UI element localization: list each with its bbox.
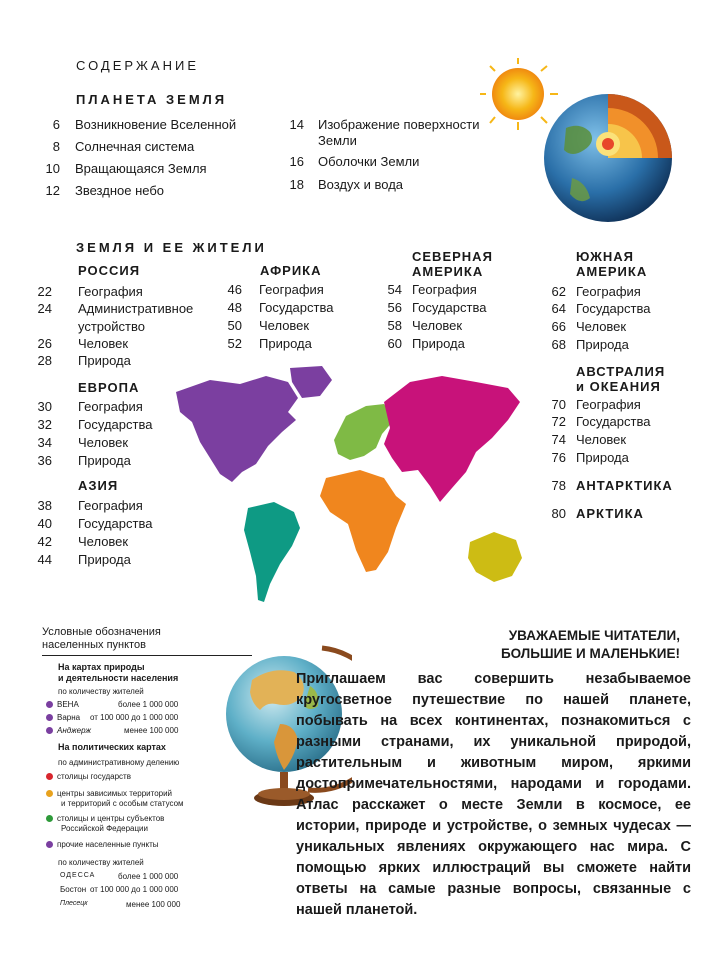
page-number: 10: [45, 161, 60, 176]
legend-value: более 1 000 000: [118, 872, 179, 881]
entry-title-continued: Земли: [318, 133, 357, 148]
legend-political-heading: На политических картах: [58, 742, 166, 752]
region-name-line1: ЮЖНАЯ: [576, 249, 634, 264]
page-number: 80: [551, 506, 566, 521]
legend-sample-name: ВЕНА: [57, 700, 79, 709]
legend-value: от 100 000 до 1 000 000: [90, 885, 179, 894]
entry-title: Оболочки Земли: [318, 154, 420, 169]
legend-heading-line2: и деятельности населения: [58, 673, 179, 683]
entry-title: АРКТИКА: [576, 506, 644, 521]
federal-subject-dot-icon: [46, 815, 53, 822]
page-number: 48: [227, 300, 242, 315]
page-number: 16: [289, 154, 304, 169]
entry-title: География: [259, 282, 324, 297]
page-number: 62: [551, 284, 566, 299]
toc-heading: СОДЕРЖАНИЕ: [76, 58, 200, 73]
entry-title: География: [412, 282, 477, 297]
legend-heading-line1: На картах природы: [58, 662, 145, 672]
entry-title: Природа: [412, 336, 465, 351]
legend-row: [46, 726, 179, 735]
region-asia: АЗИЯ: [78, 478, 119, 493]
legend-text-continued: и территорий с особым статусом: [61, 799, 184, 808]
continent-africa: [320, 470, 406, 572]
city-dot-icon: [46, 714, 53, 721]
page-number: 24: [37, 301, 52, 316]
continent-europe: [334, 404, 394, 460]
legend-row: [60, 872, 179, 881]
page-number: 46: [227, 282, 242, 297]
region-australia: [576, 364, 665, 394]
legend-row: [60, 885, 179, 894]
entry-title: Природа: [78, 552, 131, 567]
page-number: 68: [551, 337, 566, 352]
entry-title: Государства: [412, 300, 487, 315]
legend-sample-name: Бостон: [60, 885, 87, 894]
territory-center-dot-icon: [46, 790, 53, 797]
page-number: 42: [37, 534, 52, 549]
entry-title: Человек: [576, 319, 627, 334]
page-number: 12: [45, 183, 60, 198]
legend-row: [46, 772, 131, 781]
entry-title: Природа: [576, 450, 629, 465]
legend-text: столицы и центры субъектов: [57, 814, 165, 823]
entry-title: Природа: [78, 353, 131, 368]
page-number: 32: [37, 417, 52, 432]
page-number: 64: [551, 301, 566, 316]
entry-title: Воздух и вода: [318, 177, 404, 192]
page-number: 18: [289, 177, 304, 192]
sun-icon: [480, 58, 558, 130]
letter-title-line1: УВАЖАЕМЫЕ ЧИТАТЕЛИ,: [508, 628, 680, 643]
page-number: 76: [551, 450, 566, 465]
legend-text-continued: Российской Федерации: [61, 824, 148, 833]
legend-row: [46, 814, 164, 834]
legend-sample-name: Плесецк: [60, 900, 88, 907]
legend-row: [46, 840, 159, 849]
settlement-dot-icon: [46, 841, 53, 848]
entry-title: География: [576, 397, 641, 412]
page-number: 8: [52, 139, 60, 154]
page-number: 38: [37, 498, 52, 513]
earth-cutaway-icon: [544, 94, 672, 222]
continent-north-america: [176, 366, 332, 482]
entry-title: География: [78, 498, 143, 513]
page-number: 34: [37, 435, 52, 450]
legend-divider: [42, 655, 252, 656]
legend-row: [46, 789, 184, 809]
page-number: 6: [52, 117, 60, 132]
legend-title-line2: населенных пунктов: [42, 639, 146, 651]
continent-asia: [384, 376, 520, 502]
legend-row: [46, 700, 179, 709]
entry-title: Звездное небо: [75, 183, 165, 198]
page-number: 74: [551, 432, 566, 447]
entry-title: Изображение поверхности: [318, 117, 480, 132]
entry-title: Природа: [78, 453, 131, 468]
entry-title: АНТАРКТИКА: [576, 478, 673, 493]
legend-sample-name: Анджерж: [57, 726, 91, 735]
legend-nature-heading: [58, 662, 178, 684]
section-title-earth: ЗЕМЛЯ И ЕЕ ЖИТЕЛИ: [76, 240, 267, 255]
page-number: 58: [387, 318, 402, 333]
entry-title: Государства: [78, 417, 153, 432]
page-number: 60: [387, 336, 402, 351]
entry-title: Государства: [576, 414, 651, 429]
region-name-line2: и ОКЕАНИЯ: [576, 379, 661, 394]
legend-value: менее 100 000: [124, 726, 179, 735]
continent-south-america: [244, 502, 300, 602]
page-number: 54: [387, 282, 402, 297]
legend-subheading: по административному делению: [58, 758, 180, 767]
legend-subheading: по количеству жителей: [58, 687, 144, 696]
entry-title: Вращающаяся Земля: [75, 161, 207, 176]
entry-title: Природа: [576, 337, 629, 352]
letter-title: [380, 627, 680, 663]
entry-title: Солнечная система: [75, 139, 195, 154]
page-number: 22: [37, 284, 52, 299]
legend-text: центры зависимых территорий: [57, 789, 173, 798]
page-number: 78: [551, 478, 566, 493]
legend-sample-name: ОДЕССА: [60, 872, 96, 879]
region-north-america: [412, 249, 493, 279]
legend-value: от 100 000 до 1 000 000: [90, 713, 179, 722]
world-map: [170, 362, 530, 606]
legend-sample-name: Варна: [57, 713, 81, 722]
sun-earth-illustration: [480, 58, 680, 238]
section-title-planet: ПЛАНЕТА ЗЕМЛЯ: [76, 92, 228, 107]
entry-title: Природа: [259, 336, 312, 351]
city-dot-icon: [46, 727, 53, 734]
entry-title: Государства: [78, 516, 153, 531]
legend-subheading: по количеству жителей: [58, 858, 144, 867]
page-number: 52: [227, 336, 242, 351]
entry-title: Человек: [576, 432, 627, 447]
legend-title: [42, 626, 161, 652]
legend-text: столицы государств: [57, 772, 131, 781]
letter-body: Приглашаем вас совершить незабываемое кругосветное путешествие по нашей планете, побывать на всех континентах, познакомиться с разными странами, их уникальной природой, растительным и животным миром, яркими достопримечательностями, народами и городами. Атлас расскажет о месте Земли в космосе, ее истории, природе и устройстве, о земных чудесах — уникальных явлениях окружающего нас мира. С помощью ярких иллюстраций вы сможете найти ответы на самые разные вопросы, связанные с нашей планетой.: [296, 671, 691, 918]
page-number: 50: [227, 318, 242, 333]
entry-title: Человек: [259, 318, 310, 333]
region-name-line1: АВСТРАЛИЯ: [576, 364, 666, 379]
entry-title: Возникновение Вселенной: [75, 117, 237, 132]
legend-value: более 1 000 000: [118, 700, 179, 709]
entry-title: Человек: [412, 318, 463, 333]
legend-value: менее 100 000: [126, 900, 181, 909]
page-number: 14: [289, 117, 304, 132]
entry-title: География: [78, 399, 143, 414]
page-number: 40: [37, 516, 52, 531]
page-number: 30: [37, 399, 52, 414]
legend-text: прочие населенные пункты: [57, 840, 159, 849]
entry-title: Административное: [78, 301, 194, 316]
page-number: 70: [551, 397, 566, 412]
page-number: 66: [551, 319, 566, 334]
page-number: 44: [37, 552, 52, 567]
entry-title: Человек: [78, 534, 129, 549]
region-south-america: [576, 249, 647, 279]
entry-title: География: [576, 284, 641, 299]
region-africa: АФРИКА: [260, 263, 322, 278]
legend-row: [46, 713, 179, 722]
page-number: 72: [551, 414, 566, 429]
page-number: 56: [387, 300, 402, 315]
region-europe: ЕВРОПА: [78, 380, 140, 395]
page-number: 26: [37, 336, 52, 351]
region-name-line1: СЕВЕРНАЯ: [412, 249, 493, 264]
entry-title-continued: устройство: [78, 319, 145, 334]
region-name-line2: АМЕРИКА: [576, 264, 648, 279]
entry-title: География: [78, 284, 143, 299]
letter-title-line2: БОЛЬШИЕ И МАЛЕНЬКИЕ!: [500, 646, 680, 661]
entry-title: Человек: [78, 336, 129, 351]
entry-title: Государства: [576, 301, 651, 316]
entry-title: Человек: [78, 435, 129, 450]
page-number: 36: [37, 453, 52, 468]
region-russia: РОССИЯ: [78, 263, 141, 278]
legend-title-line1: Условные обозначения: [42, 626, 161, 638]
page-number: 28: [37, 353, 52, 368]
region-name-line2: АМЕРИКА: [412, 264, 484, 279]
continent-australia: [468, 532, 522, 582]
capital-dot-icon: [46, 773, 53, 780]
city-dot-icon: [46, 701, 53, 708]
legend-row: [60, 900, 181, 909]
entry-title: Государства: [259, 300, 334, 315]
